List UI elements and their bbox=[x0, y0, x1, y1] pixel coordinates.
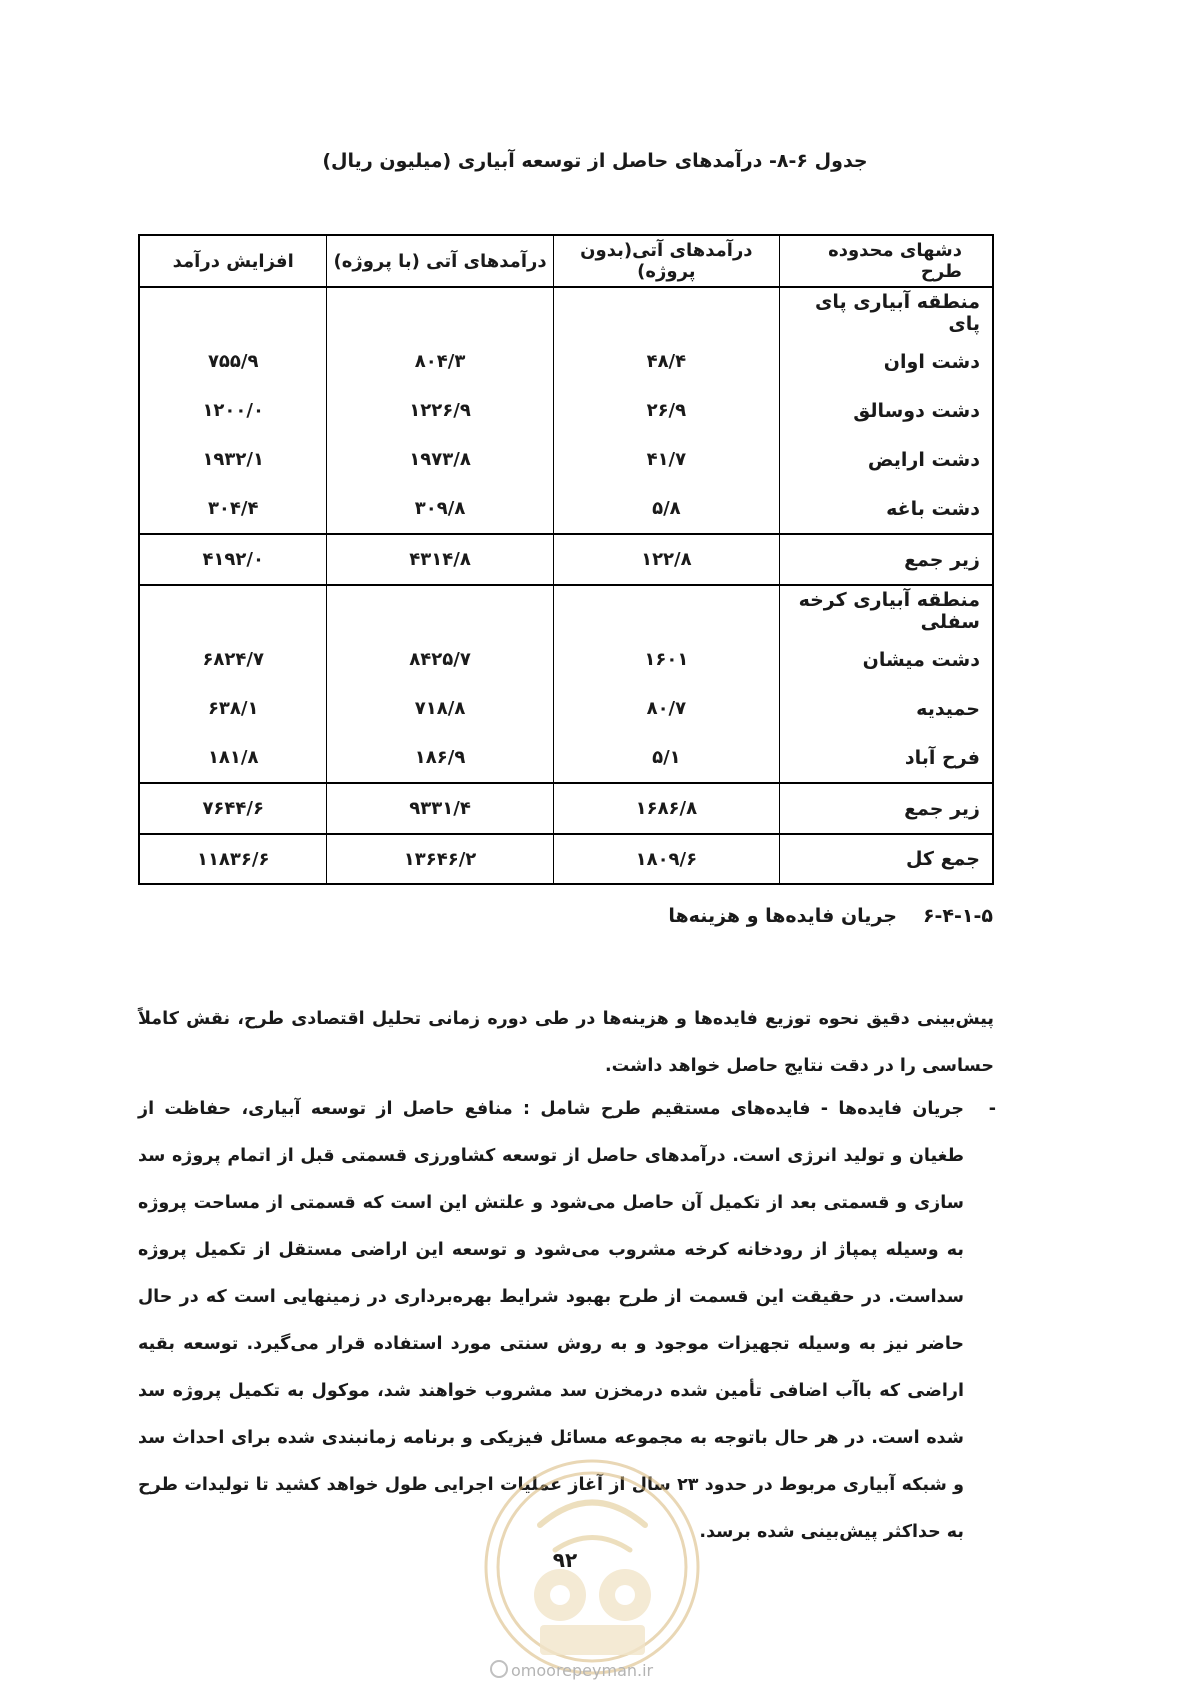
cell-value: ۴۸/۴ bbox=[553, 337, 779, 386]
cell-value: ۷۱۸/۸ bbox=[327, 684, 553, 733]
cell-value bbox=[327, 287, 553, 337]
cell-value bbox=[553, 287, 779, 337]
cell-name: دشت ارایض bbox=[780, 435, 994, 484]
cell-value: ۱۸۰۹/۶ bbox=[553, 834, 779, 884]
cell-value: ۱۸۱/۸ bbox=[139, 733, 327, 783]
cell-name: زیر جمع bbox=[780, 783, 994, 834]
table-row bbox=[139, 585, 993, 635]
cell-value: ۶۳۸/۱ bbox=[139, 684, 327, 733]
cell-value: ۴۱/۷ bbox=[553, 435, 779, 484]
cell-value: ۲۶/۹ bbox=[553, 386, 779, 435]
cell-value: ۱۲۰۰/۰ bbox=[139, 386, 327, 435]
page-number: ۹۲ bbox=[552, 1548, 578, 1572]
watermark-site bbox=[490, 1660, 653, 1680]
table-row bbox=[139, 733, 993, 783]
table-caption: جدول ۶-۸- درآمدهای حاصل از توسعه آبیاری (میلیون ریال) bbox=[322, 150, 868, 172]
cell-value: ۱۲۲۶/۹ bbox=[327, 386, 553, 435]
header-region: دشهای محدوده طرح bbox=[780, 235, 994, 287]
cell-name: منطقه آبیاری پای پای bbox=[780, 287, 994, 337]
cell-value: ۱۲۲/۸ bbox=[553, 534, 779, 585]
intro-paragraph: پیش‌بینی دقیق نحوه توزیع فایده‌ها و هزینه‌ها در طی دوره زمانی تحلیل اقتصادی طرح، نقش کاملاً حساسی را در دقت نتایج حاصل خواهد داشت. bbox=[138, 1009, 994, 1076]
bullet-text: جریان فایده‌ها - فایده‌های مستقیم طرح شامل : منافع حاصل از توسعه آبیاری، حفاظت از طغیان و تولید انرژی است. درآمدهای حاصل از توسعه کشاورزی قسمتی قبل از اتمام پروژه سد سازی و قسمتی بعد از تکمیل آن حاصل می‌شود و علتش این است که قسمتی از مساحت پروژه به وسیله پمپاژ از رودخانه کرخه مشروب می‌شود و توسعه این اراضی مستقل از تکمیل پروژه سداست. در حقیقت این قسمت از طرح بهبود شرایط بهره‌برداری در زمینهایی است که در حال حاضر نیز به وسیله تجهیزات موجود و به روش سنتی مورد استفاده قرار می‌گیرد. توسعه بقیه اراضی که باآب اضافی تأمین شده درمخزن سد مشروب خواهند شد، موکول به تکمیل پروژه سد شده است. در هر حال باتوجه به مجموعه مسائل فیزیکی و برنامه زمانبندی شده برای احداث سد و شبکه آبیاری مربوط در حدود ۲۳ سال از آغاز عملیات اجرایی طول خواهد کشید تا تولیدات طرح به حداکثر پیش‌بینی شده برسد. bbox=[138, 1099, 964, 1542]
cell-value: ۶۸۲۴/۷ bbox=[139, 635, 327, 684]
cell-value bbox=[327, 585, 553, 635]
cell-value: ۸۰۴/۳ bbox=[327, 337, 553, 386]
header-increase: افزایش درآمد bbox=[139, 235, 327, 287]
subtotal-row bbox=[139, 534, 993, 585]
cell-value: ۱۶۸۶/۸ bbox=[553, 783, 779, 834]
cell-value: ۷۶۴۴/۶ bbox=[139, 783, 327, 834]
cell-name: فرح آباد bbox=[780, 733, 994, 783]
bullet-dash: - bbox=[988, 1099, 996, 1119]
cell-value: ۱۱۸۳۶/۶ bbox=[139, 834, 327, 884]
cell-value: ۵/۸ bbox=[553, 484, 779, 534]
subtotal-row bbox=[139, 783, 993, 834]
globe-icon bbox=[490, 1660, 508, 1678]
table-row bbox=[139, 484, 993, 534]
table-row bbox=[139, 386, 993, 435]
cell-value: ۷۵۵/۹ bbox=[139, 337, 327, 386]
cell-value: ۴۱۹۲/۰ bbox=[139, 534, 327, 585]
cell-value bbox=[139, 585, 327, 635]
cell-name: زیر جمع bbox=[780, 534, 994, 585]
table-row bbox=[139, 684, 993, 733]
header-with-project: درآمدهای آتی (با پروژه) bbox=[327, 235, 553, 287]
cell-value: ۴۳۱۴/۸ bbox=[327, 534, 553, 585]
section-number: ۶-۴-۱-۵ bbox=[922, 905, 993, 927]
cell-value: ۱۹۳۲/۱ bbox=[139, 435, 327, 484]
cell-value bbox=[139, 287, 327, 337]
site-url: omoorepeyman.ir bbox=[511, 1661, 654, 1680]
table-row bbox=[139, 287, 993, 337]
cell-name: دشت باغه bbox=[780, 484, 994, 534]
grand-total-row bbox=[139, 834, 993, 884]
cell-name: دشت دوسالق bbox=[780, 386, 994, 435]
table-header-row bbox=[139, 235, 993, 287]
cell-name: منطقه آبیاری کرخه سفلی bbox=[780, 585, 994, 635]
cell-value: ۳۰۹/۸ bbox=[327, 484, 553, 534]
cell-value bbox=[553, 585, 779, 635]
cell-value: ۵/۱ bbox=[553, 733, 779, 783]
cell-value: ۱۹۷۳/۸ bbox=[327, 435, 553, 484]
table-row bbox=[139, 635, 993, 684]
section-heading bbox=[668, 905, 993, 927]
cell-value: ۱۳۶۴۶/۲ bbox=[327, 834, 553, 884]
cell-name: دشت میشان bbox=[780, 635, 994, 684]
cell-value: ۸۰/۷ bbox=[553, 684, 779, 733]
income-table bbox=[138, 234, 994, 885]
cell-value: ۸۴۲۵/۷ bbox=[327, 635, 553, 684]
cell-name: جمع کل bbox=[780, 834, 994, 884]
section-title: جریان فایده‌ها و هزینه‌ها bbox=[668, 905, 897, 927]
table-row bbox=[139, 435, 993, 484]
cell-value: ۱۶۰۱ bbox=[553, 635, 779, 684]
cell-name: دشت اوان bbox=[780, 337, 994, 386]
cell-value: ۹۳۳۱/۴ bbox=[327, 783, 553, 834]
cell-value: ۱۸۶/۹ bbox=[327, 733, 553, 783]
cell-value: ۳۰۴/۴ bbox=[139, 484, 327, 534]
table-row bbox=[139, 337, 993, 386]
cell-name: حمیدیه bbox=[780, 684, 994, 733]
header-without-project: درآمدهای آتی(بدون پروژه) bbox=[553, 235, 779, 287]
